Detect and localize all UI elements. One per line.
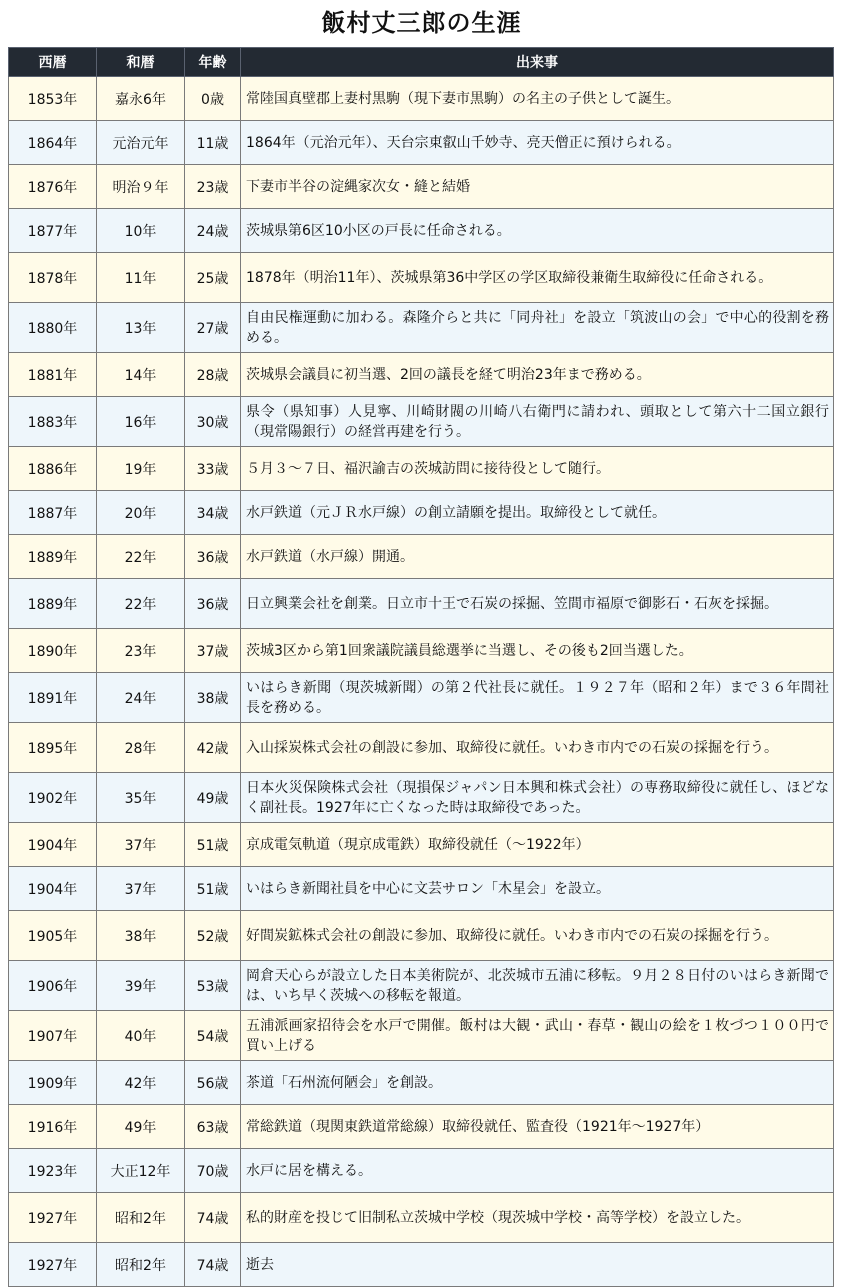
table-header — [9, 48, 834, 77]
cell-age: 51歳 — [185, 867, 241, 911]
table-row — [9, 823, 834, 867]
cell-event: 下妻市半谷の淀縄家次女・縫と結婚 — [241, 165, 834, 209]
cell-western-year: 1904年 — [9, 867, 97, 911]
cell-western-year: 1889年 — [9, 535, 97, 579]
cell-japanese-era: 明治９年 — [97, 165, 185, 209]
cell-age: 36歳 — [185, 579, 241, 629]
table-row — [9, 1193, 834, 1243]
cell-western-year: 1895年 — [9, 723, 97, 773]
header-western-year: 西暦 — [9, 48, 97, 77]
timeline-table — [8, 47, 834, 1287]
cell-japanese-era: 39年 — [97, 961, 185, 1011]
cell-western-year: 1890年 — [9, 629, 97, 673]
cell-event: 茨城県第6区10小区の戸長に任命される。 — [241, 209, 834, 253]
cell-japanese-era: 22年 — [97, 535, 185, 579]
cell-japanese-era: 38年 — [97, 911, 185, 961]
cell-western-year: 1904年 — [9, 823, 97, 867]
cell-age: 25歳 — [185, 253, 241, 303]
cell-japanese-era: 49年 — [97, 1105, 185, 1149]
table-row — [9, 723, 834, 773]
table-row — [9, 911, 834, 961]
cell-age: 36歳 — [185, 535, 241, 579]
cell-age: 56歳 — [185, 1061, 241, 1105]
cell-western-year: 1902年 — [9, 773, 97, 823]
table-row — [9, 773, 834, 823]
cell-western-year: 1927年 — [9, 1193, 97, 1243]
table-row — [9, 165, 834, 209]
cell-western-year: 1916年 — [9, 1105, 97, 1149]
table-row — [9, 579, 834, 629]
cell-western-year: 1883年 — [9, 397, 97, 447]
header-age: 年齢 — [185, 48, 241, 77]
cell-japanese-era: 嘉永6年 — [97, 77, 185, 121]
cell-event: 水戸に居を構える。 — [241, 1149, 834, 1193]
cell-event: 五浦派画家招待会を水戸で開催。飯村は大観・武山・春草・観山の絵を１枚づつ１００円で買い上げる — [241, 1011, 834, 1061]
cell-age: 52歳 — [185, 911, 241, 961]
cell-western-year: 1853年 — [9, 77, 97, 121]
cell-event: 県令（県知事）人見寧、川崎財閥の川崎八右衛門に請われ、頭取として第六十二国立銀行（現常陽銀行）の経営再建を行う。 — [241, 397, 834, 447]
table-row — [9, 353, 834, 397]
cell-western-year: 1878年 — [9, 253, 97, 303]
cell-event: 茶道「石州流何陋会」を創設。 — [241, 1061, 834, 1105]
table-row — [9, 535, 834, 579]
table-row — [9, 673, 834, 723]
cell-japanese-era: 42年 — [97, 1061, 185, 1105]
cell-age: 70歳 — [185, 1149, 241, 1193]
cell-event: いはらき新聞（現茨城新聞）の第２代社長に就任。１９２７年（昭和２年）まで３６年間社長を務める。 — [241, 673, 834, 723]
cell-age: 38歳 — [185, 673, 241, 723]
cell-event: ５月３～７日、福沢諭吉の茨城訪問に接待役として随行。 — [241, 447, 834, 491]
cell-japanese-era: 40年 — [97, 1011, 185, 1061]
cell-western-year: 1909年 — [9, 1061, 97, 1105]
page-title: 飯村丈三郎の生涯 — [321, 9, 522, 37]
cell-age: 37歳 — [185, 629, 241, 673]
cell-event: 水戸鉄道（水戸線）開通。 — [241, 535, 834, 579]
cell-western-year: 1891年 — [9, 673, 97, 723]
cell-western-year: 1876年 — [9, 165, 97, 209]
cell-event: 日本火災保険株式会社（現損保ジャパン日本興和株式会社）の専務取締役に就任し、ほどなく副社長。1927年に亡くなった時は取締役であった。 — [241, 773, 834, 823]
cell-western-year: 1907年 — [9, 1011, 97, 1061]
cell-age: 53歳 — [185, 961, 241, 1011]
cell-japanese-era: 11年 — [97, 253, 185, 303]
cell-age: 30歳 — [185, 397, 241, 447]
cell-age: 42歳 — [185, 723, 241, 773]
cell-event: いはらき新聞社員を中心に文芸サロン「木星会」を設立。 — [241, 867, 834, 911]
cell-japanese-era: 元治元年 — [97, 121, 185, 165]
cell-age: 0歳 — [185, 77, 241, 121]
cell-event: 茨城県会議員に初当選、2回の議長を経て明治23年まで務める。 — [241, 353, 834, 397]
cell-event: 岡倉天心らが設立した日本美術院が、北茨城市五浦に移転。９月２８日付のいはらき新聞では、いち早く茨城への移転を報道。 — [241, 961, 834, 1011]
table-row — [9, 961, 834, 1011]
cell-event: 常陸国真壁郡上妻村黒駒（現下妻市黒駒）の名主の子供として誕生。 — [241, 77, 834, 121]
cell-age: 11歳 — [185, 121, 241, 165]
table-row — [9, 397, 834, 447]
cell-event: 1878年（明治11年）、茨城県第36中学区の学区取締役兼衛生取締役に任命される。 — [241, 253, 834, 303]
header-event: 出来事 — [241, 48, 834, 77]
cell-event: 常総鉄道（現関東鉄道常総線）取締役就任、監査役（1921年～1927年） — [241, 1105, 834, 1149]
cell-age: 34歳 — [185, 491, 241, 535]
cell-event: 茨城3区から第1回衆議院議員総選挙に当選し、その後も2回当選した。 — [241, 629, 834, 673]
table-row — [9, 867, 834, 911]
cell-japanese-era: 10年 — [97, 209, 185, 253]
cell-age: 24歳 — [185, 209, 241, 253]
cell-western-year: 1923年 — [9, 1149, 97, 1193]
cell-western-year: 1881年 — [9, 353, 97, 397]
cell-japanese-era: 37年 — [97, 867, 185, 911]
cell-western-year: 1880年 — [9, 303, 97, 353]
table-row — [9, 209, 834, 253]
cell-western-year: 1889年 — [9, 579, 97, 629]
table-row — [9, 1105, 834, 1149]
cell-japanese-era: 23年 — [97, 629, 185, 673]
cell-western-year: 1864年 — [9, 121, 97, 165]
cell-western-year: 1886年 — [9, 447, 97, 491]
cell-age: 23歳 — [185, 165, 241, 209]
table-row — [9, 1011, 834, 1061]
cell-event: 好間炭鉱株式会社の創設に参加、取締役に就任。いわき市内での石炭の採掘を行う。 — [241, 911, 834, 961]
table-row — [9, 253, 834, 303]
cell-japanese-era: 昭和2年 — [97, 1243, 185, 1287]
cell-western-year: 1906年 — [9, 961, 97, 1011]
cell-age: 27歳 — [185, 303, 241, 353]
cell-event: 京成電気軌道（現京成電鉄）取締役就任（～1922年） — [241, 823, 834, 867]
cell-japanese-era: 14年 — [97, 353, 185, 397]
cell-japanese-era: 13年 — [97, 303, 185, 353]
cell-japanese-era: 24年 — [97, 673, 185, 723]
table-row — [9, 447, 834, 491]
table-row — [9, 1149, 834, 1193]
cell-event: 私的財産を投じて旧制私立茨城中学校（現茨城中学校・高等学校）を設立した。 — [241, 1193, 834, 1243]
cell-event: 日立興業会社を創業。日立市十王で石炭の採掘、笠間市福原で御影石・石灰を採掘。 — [241, 579, 834, 629]
cell-japanese-era: 大正12年 — [97, 1149, 185, 1193]
table-row — [9, 303, 834, 353]
cell-event: 逝去 — [241, 1243, 834, 1287]
table-row — [9, 491, 834, 535]
cell-event: 1864年（元治元年）、天台宗東叡山千妙寺、亮天僧正に預けられる。 — [241, 121, 834, 165]
cell-japanese-era: 22年 — [97, 579, 185, 629]
cell-japanese-era: 20年 — [97, 491, 185, 535]
cell-western-year: 1877年 — [9, 209, 97, 253]
table-row — [9, 1061, 834, 1105]
cell-japanese-era: 28年 — [97, 723, 185, 773]
cell-japanese-era: 37年 — [97, 823, 185, 867]
cell-japanese-era: 16年 — [97, 397, 185, 447]
cell-japanese-era: 昭和2年 — [97, 1193, 185, 1243]
header-japanese-era: 和暦 — [97, 48, 185, 77]
cell-japanese-era: 35年 — [97, 773, 185, 823]
cell-age: 28歳 — [185, 353, 241, 397]
table-row — [9, 629, 834, 673]
cell-japanese-era: 19年 — [97, 447, 185, 491]
cell-event: 水戸鉄道（元ＪＲ水戸線）の創立請願を提出。取締役として就任。 — [241, 491, 834, 535]
cell-age: 51歳 — [185, 823, 241, 867]
cell-event: 自由民権運動に加わる。森隆介らと共に「同舟社」を設立「筑波山の会」で中心的役割を務める。 — [241, 303, 834, 353]
cell-event: 入山採炭株式会社の創設に参加、取締役に就任。いわき市内での石炭の採掘を行う。 — [241, 723, 834, 773]
cell-age: 74歳 — [185, 1243, 241, 1287]
cell-age: 33歳 — [185, 447, 241, 491]
cell-western-year: 1905年 — [9, 911, 97, 961]
cell-age: 74歳 — [185, 1193, 241, 1243]
table-row — [9, 77, 834, 121]
cell-age: 54歳 — [185, 1011, 241, 1061]
cell-age: 63歳 — [185, 1105, 241, 1149]
cell-western-year: 1887年 — [9, 491, 97, 535]
cell-western-year: 1927年 — [9, 1243, 97, 1287]
table-body — [9, 77, 834, 1287]
table-row — [9, 121, 834, 165]
cell-age: 49歳 — [185, 773, 241, 823]
